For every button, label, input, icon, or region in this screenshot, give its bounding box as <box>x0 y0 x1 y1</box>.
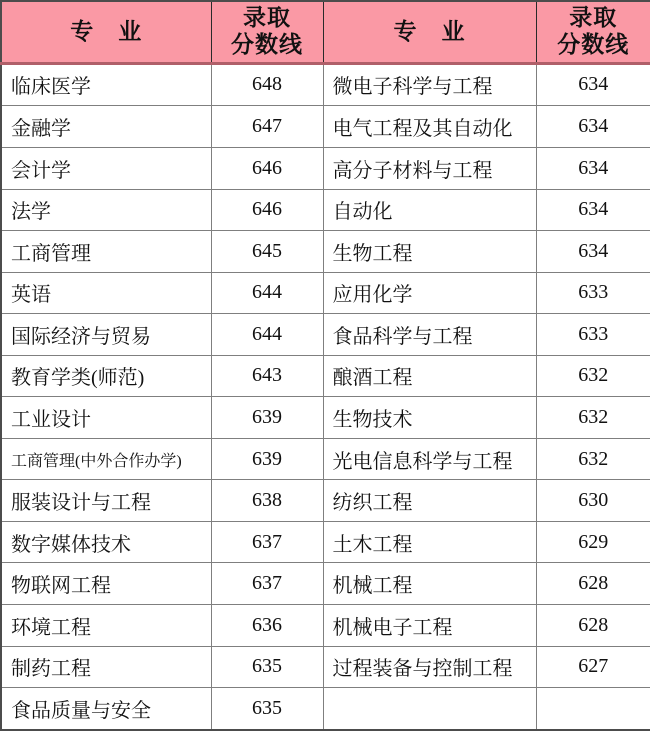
header-score-right-line2: 分数线 <box>557 31 630 57</box>
major-cell-right: 自动化 <box>323 189 536 231</box>
table-row <box>1 189 650 231</box>
major-cell-left: 金融学 <box>1 106 211 148</box>
score-cell-left: 635 <box>211 688 323 730</box>
score-cell-left: 639 <box>211 438 323 480</box>
major-cell-left: 环境工程 <box>1 605 211 647</box>
major-cell-left: 会计学 <box>1 147 211 189</box>
header-score-right <box>536 1 650 63</box>
major-cell-left: 工业设计 <box>1 397 211 439</box>
major-cell-right: 机械工程 <box>323 563 536 605</box>
score-cell-left: 637 <box>211 563 323 605</box>
major-cell-left: 制药工程 <box>1 646 211 688</box>
header-score-left <box>211 1 323 63</box>
score-cell-left: 643 <box>211 355 323 397</box>
header-major-left: 专 业 <box>1 1 211 63</box>
major-cell-left: 服装设计与工程 <box>1 480 211 522</box>
score-cell-right: 632 <box>536 355 650 397</box>
table-row <box>1 314 650 356</box>
major-cell-right: 机械电子工程 <box>323 605 536 647</box>
score-cell-right: 634 <box>536 106 650 148</box>
score-cell-right: 634 <box>536 147 650 189</box>
score-cell-left: 647 <box>211 106 323 148</box>
table-row <box>1 521 650 563</box>
score-cell-right: 634 <box>536 231 650 273</box>
major-cell-right: 食品科学与工程 <box>323 314 536 356</box>
score-cell-right: 633 <box>536 314 650 356</box>
major-cell-right: 过程装备与控制工程 <box>323 646 536 688</box>
major-cell-left: 法学 <box>1 189 211 231</box>
major-cell-left: 工商管理 <box>1 231 211 273</box>
table-row <box>1 397 650 439</box>
score-cell-right <box>536 688 650 730</box>
table-row <box>1 563 650 605</box>
major-cell-left: 食品质量与安全 <box>1 688 211 730</box>
major-cell-left: 工商管理(中外合作办学) <box>1 438 211 480</box>
table-row <box>1 646 650 688</box>
major-cell-right: 土木工程 <box>323 521 536 563</box>
table-row <box>1 231 650 273</box>
table-row <box>1 106 650 148</box>
major-cell-right: 酿酒工程 <box>323 355 536 397</box>
table-row <box>1 438 650 480</box>
table-row <box>1 272 650 314</box>
score-cell-left: 635 <box>211 646 323 688</box>
table-row <box>1 63 650 106</box>
major-cell-left: 教育学类(师范) <box>1 355 211 397</box>
table-row <box>1 480 650 522</box>
header-major-right: 专 业 <box>323 1 536 63</box>
major-cell-right: 生物技术 <box>323 397 536 439</box>
major-cell-right: 高分子材料与工程 <box>323 147 536 189</box>
score-cell-right: 634 <box>536 63 650 106</box>
score-cell-right: 630 <box>536 480 650 522</box>
score-cell-right: 633 <box>536 272 650 314</box>
major-cell-right: 光电信息科学与工程 <box>323 438 536 480</box>
score-cell-left: 646 <box>211 189 323 231</box>
major-cell-left: 英语 <box>1 272 211 314</box>
score-cell-left: 639 <box>211 397 323 439</box>
major-cell-right: 应用化学 <box>323 272 536 314</box>
score-cell-left: 637 <box>211 521 323 563</box>
major-cell-right: 纺织工程 <box>323 480 536 522</box>
score-cell-right: 627 <box>536 646 650 688</box>
score-cell-left: 638 <box>211 480 323 522</box>
table-row <box>1 147 650 189</box>
score-cell-right: 629 <box>536 521 650 563</box>
major-cell-right: 电气工程及其自动化 <box>323 106 536 148</box>
table-row <box>1 605 650 647</box>
score-cell-right: 634 <box>536 189 650 231</box>
score-cell-left: 644 <box>211 272 323 314</box>
score-cell-left: 648 <box>211 63 323 106</box>
major-cell-left: 数字媒体技术 <box>1 521 211 563</box>
header-score-left-line2: 分数线 <box>231 31 303 57</box>
score-cell-right: 632 <box>536 438 650 480</box>
major-cell-right: 生物工程 <box>323 231 536 273</box>
header-score-right-line1: 录取 <box>569 5 618 31</box>
major-cell-right <box>323 688 536 730</box>
score-cell-right: 628 <box>536 605 650 647</box>
score-cell-left: 636 <box>211 605 323 647</box>
major-cell-right: 微电子科学与工程 <box>323 63 536 106</box>
major-cell-left: 国际经济与贸易 <box>1 314 211 356</box>
table-row <box>1 355 650 397</box>
header-score-left-line1: 录取 <box>243 5 291 31</box>
table-body <box>1 63 650 730</box>
major-cell-left: 物联网工程 <box>1 563 211 605</box>
major-cell-left: 临床医学 <box>1 63 211 106</box>
score-cell-left: 645 <box>211 231 323 273</box>
score-cell-right: 632 <box>536 397 650 439</box>
score-cell-left: 644 <box>211 314 323 356</box>
score-cell-left: 646 <box>211 147 323 189</box>
table-row <box>1 688 650 730</box>
score-cell-right: 628 <box>536 563 650 605</box>
header-row <box>1 1 650 63</box>
